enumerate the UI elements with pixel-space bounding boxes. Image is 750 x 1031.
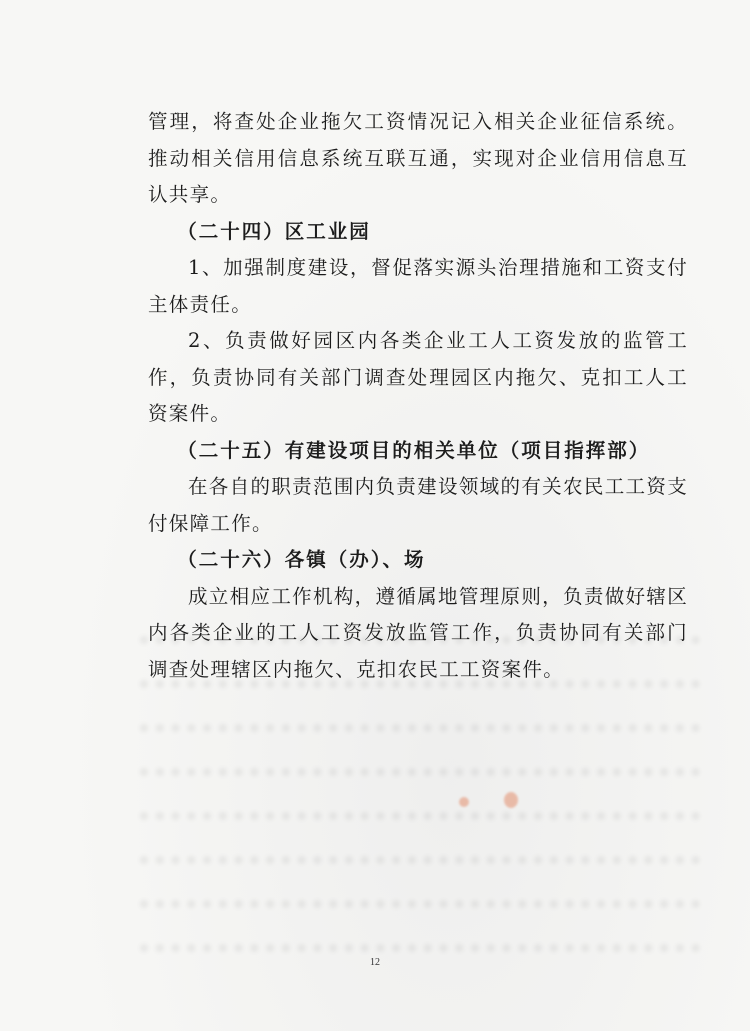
paragraph-towns: 成立相应工作机构，遵循属地管理原则，负责做好辖区内各类企业的工人工资发放监管工作，负责协同有关部门调查处理辖区内拖欠、克扣农民工工资案件。	[148, 584, 688, 681]
document-body	[148, 104, 688, 688]
ink-stain	[459, 797, 469, 807]
paragraph-construction: 在各自的职责范围内负责建设领域的有关农民工工资支付保障工作。	[148, 475, 688, 535]
paragraph-continuation: 管理，将查处企业拖欠工资情况记入相关企业征信系统。推动相关信用信息系统互联互通，实现对企业信用信息互认共享。	[148, 110, 688, 206]
ink-stain	[504, 792, 518, 808]
section-heading-24: （二十四）区工业园	[177, 219, 371, 243]
paragraph-item-1: 1、加强制度建设，督促落实源头治理措施和工资支付主体责任。	[148, 256, 688, 316]
page-number: 12	[370, 957, 380, 968]
section-heading-25: （二十五）有建设项目的相关单位（项目指挥部）	[177, 438, 651, 462]
section-heading-26: （二十六）各镇（办）、场	[177, 548, 426, 571]
paragraph-item-2: 2、负责做好园区内各类企业工人工资发放的监管工作，负责协同有关部门调查处理园区内拖欠、克扣工人工资案件。	[148, 329, 688, 425]
